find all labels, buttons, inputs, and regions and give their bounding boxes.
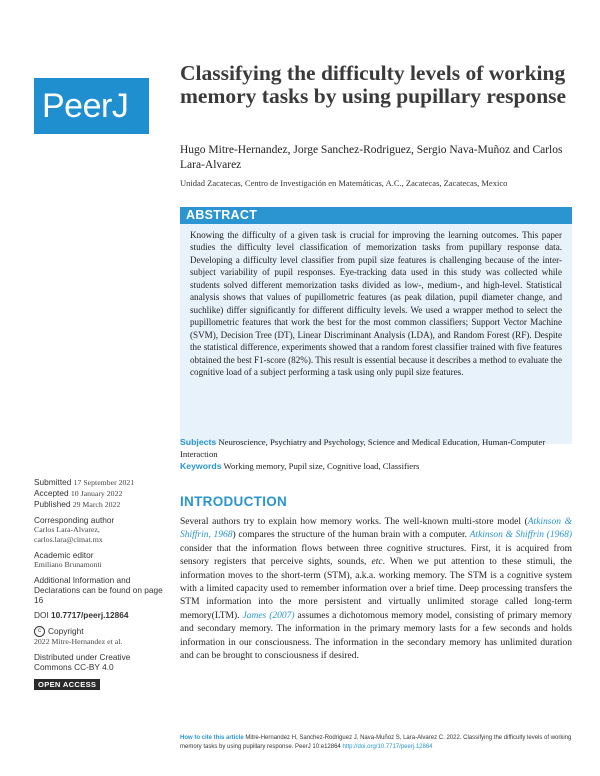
corresponding-name: Carlos Lara-Alvarez, — [34, 525, 100, 534]
subjects — [180, 437, 572, 460]
published-row — [34, 499, 164, 510]
citation-atkinson-1[interactable]: Atkinson & Shiffrin, 1968 — [180, 517, 572, 541]
abstract-text: Knowing the difficulty of a given task is crucial for improving the learning outcomes. This paper studies the difficulty level classification of memorization tasks from pupillary response data. Developing a difficulty level classifier from pupil size features is challenging because of the inter-subject variability of pupil responses. Eye-tracking data used in this study was collected while students solved different memorization tasks divided as low-, medium-, and high-level. Statistical analysis shows that values of pupillometric features (as peak dilation, pupil diameter change, and suchlike) differ significantly for different difficulty levels. We used a wrapper method to select the pupillometric features that work the best for the most common classifiers; Support Vector Machine (SVM), Decision Tree (DT), Linear Discriminant Analysis (LDA), and Random Forest (RF). Despite the statistical difference, experiments showed that a random forest classifier trained with five features obtained the best F1-score (82%). This result is essential because it describes a method to evaluate the cognitive load of a subject performing a task using only pupil size features. — [180, 224, 572, 444]
intro-text-3: consider that the information flows between three cognitive structures. First, it is acquired from sensory registers that perceive sights, sounds, — [180, 543, 572, 568]
intro-text-2: ) compares the structure of the human brain with a computer. — [232, 530, 470, 541]
subjects-label: Subjects — [180, 437, 217, 447]
published-date: 29 March 2022 — [72, 500, 121, 509]
keywords — [180, 461, 572, 473]
copyright-holder: 2022 Mitre-Hernandez et al. — [34, 637, 123, 647]
editor-name: Emiliano Brunamonti — [34, 560, 102, 569]
doi-label: DOI — [34, 610, 49, 620]
peerj-logo: PeerJ — [34, 78, 149, 134]
corresponding-email[interactable]: carlos.lara@cimat.mx — [34, 535, 103, 544]
published-label: Published — [34, 499, 71, 509]
submitted-date: 17 September 2021 — [73, 478, 135, 487]
citation-james[interactable]: James (2007) — [242, 610, 295, 621]
article-sidebar — [34, 477, 164, 690]
doi-link[interactable]: 10.7717/peerj.12864 — [51, 610, 129, 620]
keywords-text: Working memory, Pupil size, Cognitive load, Classifiers — [223, 461, 420, 471]
submitted-row — [34, 477, 164, 488]
subjects-text: Neuroscience, Psychiatry and Psychology, Science and Medical Education, Human-Computer Interaction — [180, 437, 546, 459]
intro-text-1: Several authors try to explain how memory works. The well-known multi-store model ( — [180, 517, 528, 527]
open-access-badge: OPEN ACCESS — [34, 679, 100, 690]
editor-label: Academic editor — [34, 550, 94, 560]
accepted-row — [34, 488, 164, 499]
authors: Hugo Mitre-Hernandez, Jorge Sanchez-Rodriguez, Sergio Nava-Muñoz and Carlos Lara-Alvarez — [180, 144, 563, 171]
copyright-row — [34, 626, 164, 637]
citation-atkinson-2[interactable]: Atkinson & Shiffrin (1968) — [469, 530, 572, 541]
affiliation: Unidad Zacatecas, Centro de Investigación en Matemáticas, A.C., Zacatecas, Zacatecas, Mexico — [180, 178, 508, 188]
page-title: Classifying the difficulty levels of working memory tasks by using pupillary response — [180, 61, 567, 108]
copyright-label: Copyright — [48, 626, 84, 636]
corresponding-label: Corresponding author — [34, 515, 115, 525]
introduction-heading: INTRODUCTION — [180, 494, 288, 509]
abstract-heading: ABSTRACT — [180, 207, 572, 224]
footer-doi-link[interactable]: http://doi.org/10.7717/peerj.12864 — [342, 743, 433, 750]
accepted-label: Accepted — [34, 488, 69, 498]
copyright-icon: c — [34, 626, 45, 637]
footer-label: How to cite this article — [180, 735, 244, 741]
license-text[interactable]: Distributed under Creative Commons CC-BY 4.0 — [34, 652, 131, 673]
submitted-label: Submitted — [34, 477, 72, 487]
accepted-date: 10 January 2022 — [70, 489, 123, 498]
footer-text: Mitre-Hernandez H, Sanchez-Rodriguez J, Nava-Muñoz S, Lara-Alvarez C. 2022. Classifying the difficulty levels of working memory tasks by using pupillary response. PeerJ 10:e12864 — [180, 735, 572, 750]
intro-text-5: assumes a dichotomous memory model, consisting of primary memory and secondary memory. The information in the primary memory lasts for a few seconds and holds information in our consciousness. The information in the secondary memory has unlimited duration and can be brought to consciousness if desired. — [180, 610, 572, 662]
additional-info[interactable]: Additional Information and Declarations can be found on page 16 — [34, 575, 163, 605]
intro-text-4: . When we put attention to these stimuli, the information moves to the short-term (STM), a.k.a. working memory. The STM is a cognitive system with a limited capacity used to remember information over a brief time. Deep processing transfers the STM information into the more persistent and virtually unlimited storage called long-term memory(LTM). — [180, 557, 572, 621]
citation-footer — [180, 734, 572, 751]
introduction-paragraph — [180, 516, 572, 663]
keywords-label: Keywords — [180, 461, 222, 471]
intro-etc: etc — [371, 557, 383, 568]
doi-row — [34, 610, 164, 621]
